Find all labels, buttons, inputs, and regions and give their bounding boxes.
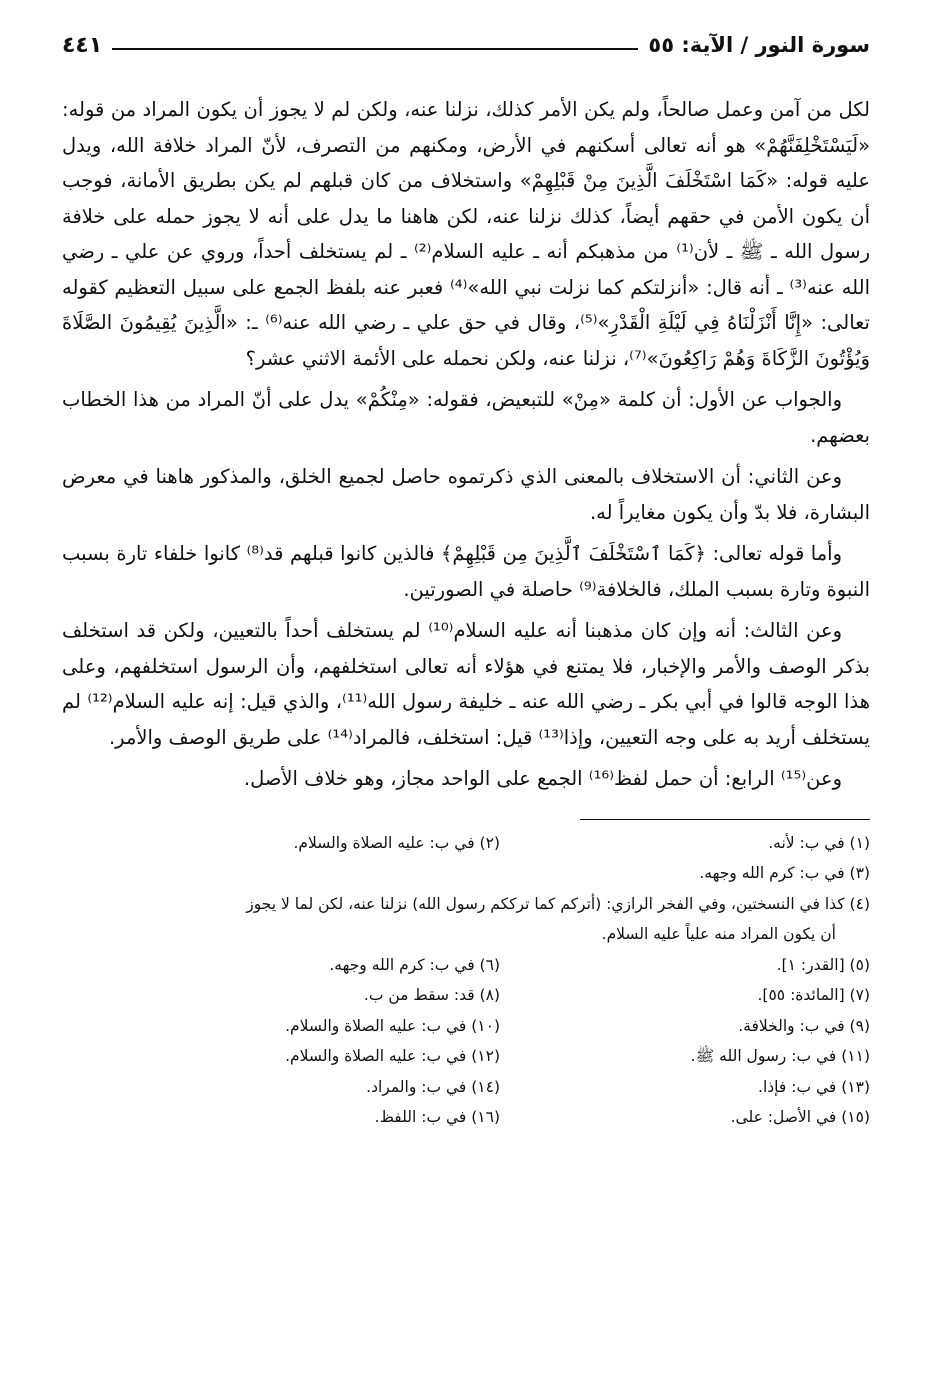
footnote-continuation: أن يكون المراد منه علياً عليه السلام. bbox=[601, 925, 836, 943]
footnote: (٣) في ب: كرم الله وجهه. bbox=[699, 864, 870, 882]
footnote: (١٣) في ب: فإذا. bbox=[758, 1077, 870, 1096]
footnote: (١٢) في ب: عليه الصلاة والسلام. bbox=[285, 1047, 500, 1065]
footnote: (١٥) في الأصل: على. bbox=[730, 1108, 870, 1126]
paragraph: وأما قوله تعالى: ﴿كَمَا ٱسْتَخْلَفَ ٱلَّذِينَ مِن قَبْلِهِمْ﴾ فالذين كانوا قبلهم قد⁽⁸⁾ كانوا خلفاء تارة بسبب النبوة وتارة بسبب الملك، فالخلافة⁽⁹⁾ حاصلة في الصورتين. bbox=[62, 542, 870, 601]
footnote-row bbox=[62, 1041, 870, 1072]
footnote: (١١) في ب: رسول الله ﷺ. bbox=[690, 1047, 870, 1065]
footnotes bbox=[62, 828, 870, 1133]
footnote-row bbox=[62, 950, 870, 981]
footnote-row bbox=[62, 1102, 870, 1133]
header-rule bbox=[112, 48, 638, 50]
page-header bbox=[62, 28, 870, 62]
footnote: (٩) في ب: والخلافة. bbox=[738, 1016, 870, 1035]
footnote-row bbox=[62, 889, 870, 950]
footnote: (٥) [القدر: ١]. bbox=[776, 955, 870, 974]
footnote-row bbox=[62, 1072, 870, 1103]
footnote: (٨) قد: سقط من ب. bbox=[363, 986, 500, 1004]
main-text bbox=[62, 92, 870, 797]
footnote-separator bbox=[580, 819, 870, 820]
paragraph: وعن الثاني: أن الاستخلاف بالمعنى الذي ذكرتموه حاصل لجميع الخلق، والمذكور هاهنا في معرض البشارة، فلا بدّ وأن يكون مغايراً له. bbox=[62, 465, 870, 524]
paragraph: وعن الثالث: أنه وإن كان مذهبنا أنه عليه السلام⁽¹⁰⁾ لم يستخلف أحداً بالتعيين، ولكن قد استخلف بذكر الوصف والأمر والإخبار، فلا يمتنع في هؤلاء أنه تعالى استخلفهم، وأن الرسول استخلفهم، وعلى هذا الوجه قالوا في أبي بكر ـ رضي الله عنه ـ خليفة رسول الله⁽¹¹⁾، والذي قيل: إنه عليه السلام⁽¹²⁾ لم يستخلف أريد به على وجه التعيين، وإذا⁽¹³⁾ قيل: استخلف، فالمراد⁽¹⁴⁾ على طريق الوصف والأمر. bbox=[62, 619, 870, 749]
footnote-row bbox=[62, 980, 870, 1011]
footnote-row bbox=[62, 858, 870, 889]
paragraph: وعن⁽¹⁵⁾ الرابع: أن حمل لفظ⁽¹⁶⁾ الجمع على الواحد مجاز، وهو خلاف الأصل. bbox=[243, 767, 842, 790]
footnote: (٢) في ب: عليه الصلاة والسلام. bbox=[293, 833, 500, 852]
running-title: سورة النور / الآية: ٥٥ bbox=[648, 33, 870, 57]
paragraph: لكل من آمن وعمل صالحاً، ولم يكن الأمر كذلك، نزلنا عنه، ولكن لم لا يجوز أن يكون المراد من قوله: «لَيَسْتَخْلِفَنَّهُمْ» هو أنه تعالى أسكنهم في الأرض، ومكنهم من التصرف، لأنّ المراد خلافة الله، ويدل عليه قوله: «كَمَا اسْتَخْلَفَ الَّذِينَ مِنْ قَبْلِهِمْ» واستخلاف من كان قبلهم لم يكن بطريق الأمانة، فوجب أن يكون الأمن في حقهم أيضاً، كذلك نزلنا عنه، لكن هاهنا ما يدل على أنه لا يجوز حمله على خلافة رسول الله ـ ﷺ ـ لأن⁽¹⁾ من مذهبكم أنه ـ عليه السلام⁽²⁾ ـ لم يستخلف أحداً، وروي عن علي ـ رضي الله عنه⁽³⁾ ـ أنه قال: «أنزلتكم كما نزلت نبي الله»⁽⁴⁾ فعبر عنه بلفظ الجمع على سبيل التعظيم كقوله تعالى: «إِنَّا أَنْزَلْنَاهُ فِي لَيْلَةِ الْقَدْرِ»⁽⁵⁾، وقال في حق علي ـ رضي الله عنه⁽⁶⁾ ـ: «الَّذِينَ يُقِيمُونَ الصَّلَاةَ وَيُؤْتُونَ الزَّكَاةَ وَهُمْ رَاكِعُونَ»⁽⁷⁾، نزلنا عنه، ولكن نحمله على الأئمة الاثني عشر؟ bbox=[62, 98, 870, 370]
footnote: (١٦) في ب: اللفظ. bbox=[374, 1108, 500, 1126]
page-number: ٤٤١ bbox=[62, 32, 103, 58]
book-page bbox=[62, 28, 870, 1133]
footnote: (٦) في ب: كرم الله وجهه. bbox=[329, 955, 500, 974]
footnote: (١) في ب: لأنه. bbox=[768, 833, 870, 852]
paragraph: والجواب عن الأول: أن كلمة «مِنْ» للتبعيض، فقوله: «مِنْكُمْ» يدل على أنّ المراد من هذا الخطاب بعضهم. bbox=[62, 388, 870, 447]
footnote: (٤) كذا في النسختين، وفي الفخر الرازي: (أتركم كما ترككم رسول الله) نزلنا عنه، لكن لما لا يجوز bbox=[246, 894, 870, 913]
footnote: (٧) [المائدة: ٥٥]. bbox=[757, 986, 870, 1004]
footnote-row bbox=[62, 1011, 870, 1042]
footnote: (١٠) في ب: عليه الصلاة والسلام. bbox=[285, 1016, 500, 1035]
footnote-row bbox=[62, 828, 870, 859]
footnote: (١٤) في ب: والمراد. bbox=[366, 1077, 500, 1096]
